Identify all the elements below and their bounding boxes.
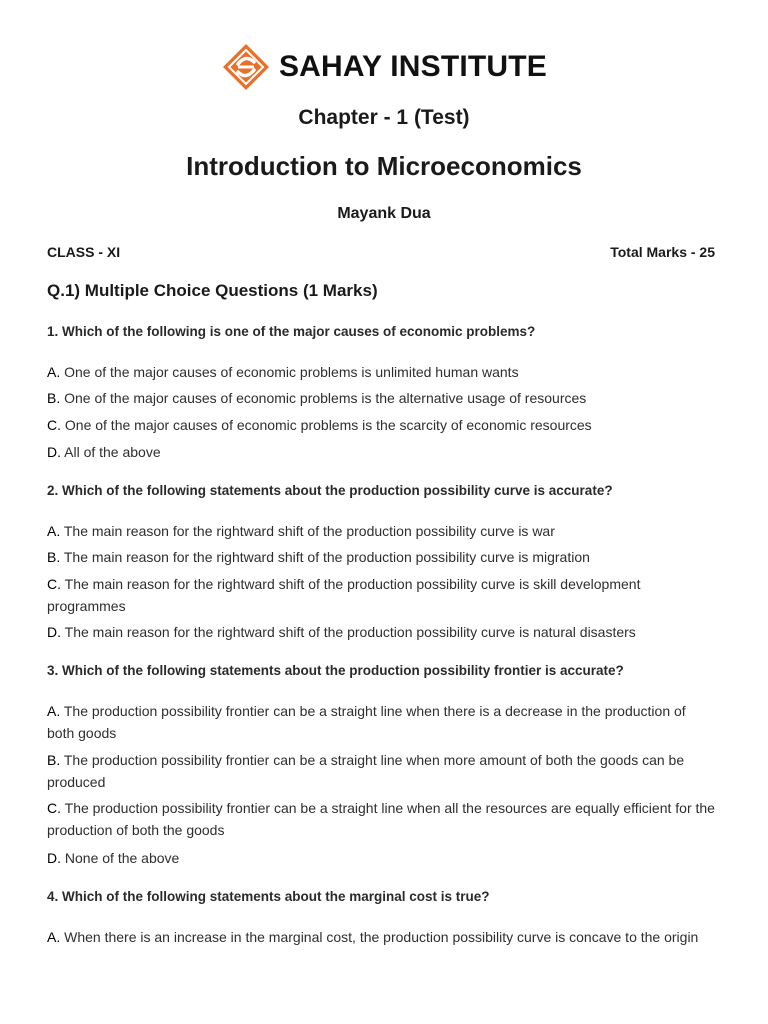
q1-option-b (47, 387, 715, 409)
option-text: The main reason for the rightward shift of the production possibility curve is war (60, 523, 555, 539)
question-1: 1. Which of the following is one of the major causes of economic problems? (47, 324, 536, 339)
q1-option-c (47, 414, 715, 436)
option-text: The production possibility frontier can be a straight line when there is a decrease in the production of both goods (47, 703, 686, 741)
option-letter: A. (47, 364, 61, 380)
institute-name: SAHAY INSTITUTE (278, 50, 548, 83)
question-3: 3. Which of the following statements about the production possibility frontier is accurate? (47, 663, 624, 678)
q2-option-d (47, 621, 715, 643)
option-letter: A. (47, 523, 61, 539)
option-text: The production possibility frontier can be a straight line when more amount of both the goods can be produced (47, 752, 685, 790)
section-heading: Q.1) Multiple Choice Questions (1 Marks) (47, 281, 378, 300)
option-letter: D. (47, 444, 61, 460)
class-label: CLASS - XI (47, 244, 121, 260)
option-text: One of the major causes of economic problems is the alternative usage of resources (60, 390, 587, 406)
meta-row (47, 244, 715, 260)
q2-option-b (47, 546, 715, 568)
option-letter: D. (47, 624, 61, 640)
option-letter: C. (47, 417, 61, 433)
institute-header (0, 42, 768, 92)
option-letter: B. (47, 549, 61, 565)
option-letter: B. (47, 390, 61, 406)
author-name: Mayank Dua (337, 205, 431, 222)
option-text: All of the above (61, 444, 161, 460)
option-letter: A. (47, 703, 61, 719)
q1-option-a (47, 361, 715, 383)
q3-option-b (47, 749, 715, 793)
option-letter: A. (47, 929, 61, 945)
option-letter: B. (47, 752, 61, 768)
q2-option-a (47, 520, 715, 542)
option-text: When there is an increase in the marginal cost, the production possibility curve is concave to the origin (60, 929, 699, 945)
page-title: Introduction to Microeconomics (186, 151, 582, 181)
question-4: 4. Which of the following statements about the marginal cost is true? (47, 889, 490, 904)
option-text: The production possibility frontier can be a straight line when all the resources are equally efficient for the production of both the goods (47, 800, 715, 838)
option-letter: C. (47, 576, 61, 592)
q4-option-a (47, 926, 715, 948)
option-text: One of the major causes of economic problems is unlimited human wants (60, 364, 519, 380)
sahay-logo-icon (221, 42, 271, 92)
option-text: The main reason for the rightward shift of the production possibility curve is migration (60, 549, 590, 565)
option-text: The main reason for the rightward shift of the production possibility curve is natural disasters (61, 624, 636, 640)
option-text: The main reason for the rightward shift of the production possibility curve is skill development programmes (47, 576, 641, 614)
q2-option-c (47, 573, 715, 617)
q3-option-c (47, 797, 715, 841)
option-text: One of the major causes of economic problems is the scarcity of economic resources (61, 417, 592, 433)
question-2: 2. Which of the following statements about the production possibility curve is accurate? (47, 483, 613, 498)
q3-option-d (47, 847, 715, 869)
q3-option-a (47, 700, 715, 744)
option-letter: D. (47, 850, 61, 866)
option-text: None of the above (61, 850, 180, 866)
option-letter: C. (47, 800, 61, 816)
total-marks: Total Marks - 25 (610, 244, 715, 260)
chapter-label: Chapter - 1 (Test) (298, 106, 470, 129)
q1-option-d (47, 441, 715, 463)
